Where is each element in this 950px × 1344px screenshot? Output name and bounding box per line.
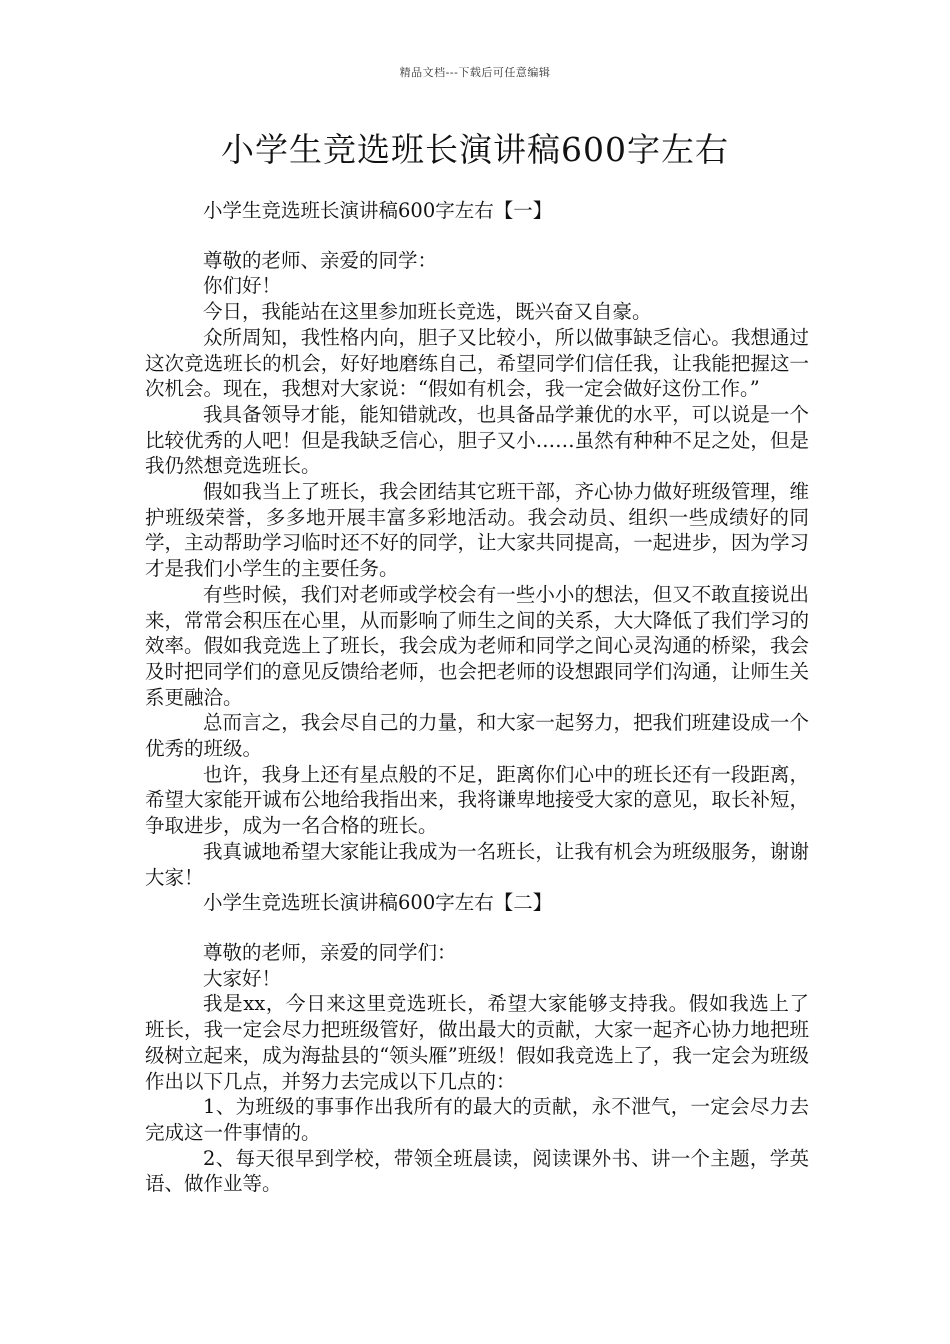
list-item: 1、为班级的事事作出我所有的最大的贡献，永不泄气，一定会尽力去完成这一件事情的。: [145, 1095, 809, 1144]
list-item: 2、每天很早到学校，带领全班晨读，阅读课外书、讲一个主题，学英语、做作业等。: [145, 1146, 809, 1196]
greeting: 尊敬的老师，亲爱的同学们：: [203, 940, 457, 964]
paragraph: 我是xx，今日来这里竞选班长，希望大家能够支持我。假如我选上了班长，我一定会尽力把班级管好，做出最大的贡献，大家一起齐心协力地把班级树立起来，成为海盐县的“领头雁”班级！假如我竞选上了，我一定会为班级作出以下几点，并努力去完成以下几点的：: [145, 992, 809, 1093]
paragraph: 我真诚地希望大家能让我成为一名班长，让我有机会为班级服务，谢谢大家！: [145, 839, 809, 889]
salutation: 你们好！: [203, 274, 282, 298]
salutation: 大家好！: [203, 966, 282, 990]
paragraph: 也许，我身上还有星点般的不足，距离你们心中的班长还有一段距离，希望大家能开诚布公地给我指出来，我将谦卑地接受大家的意见，取长补短，争取进步，成为一名合格的班长。: [145, 762, 809, 838]
paragraph: 众所周知，我性格内向，胆子又比较小，所以做事缺乏信心。我想通过这次竞选班长的机会，好好地磨练自己，希望同学们信任我，让我能把握这一次机会。现在，我想对大家说：“假如有机会，我一定会做好这份工作。”: [145, 325, 809, 401]
spacer: [145, 224, 809, 248]
spacer: [145, 916, 809, 940]
document-title: 小学生竞选班长演讲稿600字左右: [221, 130, 729, 169]
paragraph: 假如我当上了班长，我会团结其它班干部，齐心协力做好班级管理，维护班级荣誉，多多地开展丰富多彩地活动。我会动员、组织一些成绩好的同学，主动帮助学习临时还不好的同学，让大家共同提高，一起进步，因为学习才是我们小学生的主要任务。: [145, 480, 809, 581]
paragraph: 有些时候，我们对老师或学校会有一些小小的想法，但又不敢直接说出来，常常会积压在心里，从而影响了师生之间的关系，大大降低了我们学习的效率。假如我竞选上了班长，我会成为老师和同学之间心灵沟通的桥梁，我会及时把同学们的意见反馈给老师，也会把老师的设想跟同学们沟通，让师生关系更融洽。: [145, 582, 809, 709]
greeting: 尊敬的老师、亲爱的同学：: [203, 248, 438, 272]
paragraph: 我具备领导才能，能知错就改，也具备品学兼优的水平，可以说是一个比较优秀的人吧！但是我缺乏信心，胆子又小……虽然有种种不足之处，但是我仍然想竞选班长。: [145, 402, 809, 478]
section-heading-1: 小学生竞选班长演讲稿600字左右【一】: [203, 199, 553, 222]
section-heading-2: 小学生竞选班长演讲稿600字左右【二】: [203, 891, 553, 915]
page-watermark: 精品文档---下载后可任意编辑: [399, 66, 551, 79]
paragraph: 今日，我能站在这里参加班长竞选，既兴奋又自豪。: [203, 300, 652, 324]
paragraph: 总而言之，我会尽自己的力量，和大家一起努力，把我们班建设成一个优秀的班级。: [145, 711, 809, 761]
document-body: [145, 198, 809, 1197]
